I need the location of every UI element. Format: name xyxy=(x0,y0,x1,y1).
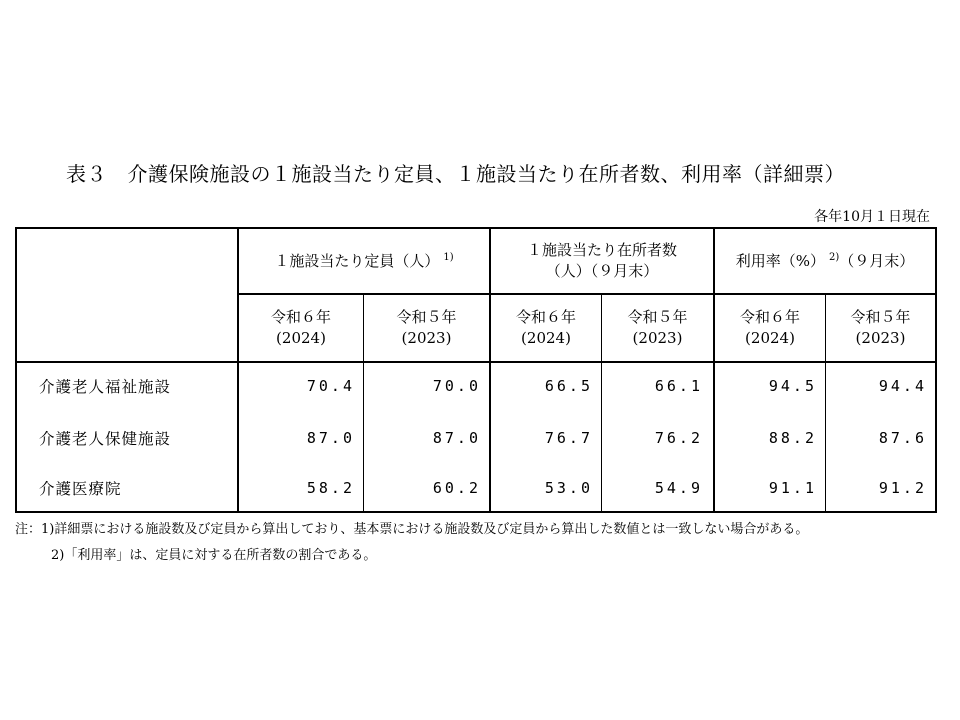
cell-value: 87.0 xyxy=(306,429,355,447)
cell-value: 70.0 xyxy=(432,377,481,395)
cell-value: 66.1 xyxy=(654,377,703,395)
year-era: 令和５年 xyxy=(627,308,688,326)
table-title: 表３ 介護保険施設の１施設当たり定員、１施設当たり在所者数、利用率（詳細票） xyxy=(66,162,845,186)
year-era: 令和６年 xyxy=(739,308,800,326)
year-header xyxy=(491,295,601,361)
year-header xyxy=(239,295,363,361)
cell-value: 91.2 xyxy=(878,479,927,497)
cell-value: 94.4 xyxy=(878,377,927,395)
year-ad: (2023) xyxy=(632,329,683,347)
cell-value: 94.5 xyxy=(768,377,817,395)
year-header xyxy=(715,295,825,361)
cell-value: 58.2 xyxy=(306,479,355,497)
year-era: 令和５年 xyxy=(850,308,911,326)
header-capacity xyxy=(239,229,489,293)
year-header xyxy=(826,295,935,361)
year-ad: (2023) xyxy=(401,329,452,347)
year-ad: (2024) xyxy=(276,329,326,347)
cell-value: 76.2 xyxy=(654,429,703,447)
data-table xyxy=(15,227,937,513)
year-ad: (2024) xyxy=(745,329,795,347)
cell-value: 60.2 xyxy=(432,479,481,497)
cell-value: 88.2 xyxy=(768,429,817,447)
year-ad: (2024) xyxy=(521,329,571,347)
row-label-welfare-facility: 介護老人福祉施設 xyxy=(39,378,172,396)
header-residents-line2: （人）（９月末） xyxy=(545,262,659,280)
year-era: 令和５年 xyxy=(396,308,457,326)
year-header xyxy=(364,295,489,361)
footnote-1: 注：1)詳細票における施設数及び定員から算出しており、基本票における施設数及び定員から算出した数値とは一致しない場合がある。 xyxy=(15,522,809,537)
cell-value: 53.0 xyxy=(544,479,593,497)
cell-value: 91.1 xyxy=(768,479,817,497)
footnote-2: 2)「利用率」は、定員に対する在所者数の割合である。 xyxy=(51,548,377,563)
cell-value: 54.9 xyxy=(654,479,703,497)
cell-value: 87.0 xyxy=(432,429,481,447)
year-header xyxy=(602,295,713,361)
year-ad: (2023) xyxy=(855,329,906,347)
year-era: 令和６年 xyxy=(270,308,331,326)
cell-value: 87.6 xyxy=(878,429,927,447)
header-utilization-label: 利用率（%） xyxy=(735,251,825,270)
footnote-mark-2: 2) xyxy=(828,251,840,263)
year-era: 令和６年 xyxy=(515,308,576,326)
header-utilization xyxy=(715,229,935,293)
header-residents xyxy=(491,229,713,293)
row-label-health-facility: 介護老人保健施設 xyxy=(39,430,172,448)
cell-value: 70.4 xyxy=(306,377,355,395)
as-of-date: 各年10月１日現在 xyxy=(814,209,930,225)
row-label-medical-institute: 介護医療院 xyxy=(39,480,122,498)
cell-value: 76.7 xyxy=(544,429,593,447)
cell-value: 66.5 xyxy=(544,377,593,395)
header-utilization-suffix: （９月末） xyxy=(839,251,915,270)
header-capacity-label: １施設当たり定員（人） xyxy=(274,251,440,270)
header-residents-line1: １施設当たり在所者数 xyxy=(526,241,677,259)
footnote-mark-1: 1) xyxy=(443,251,454,263)
